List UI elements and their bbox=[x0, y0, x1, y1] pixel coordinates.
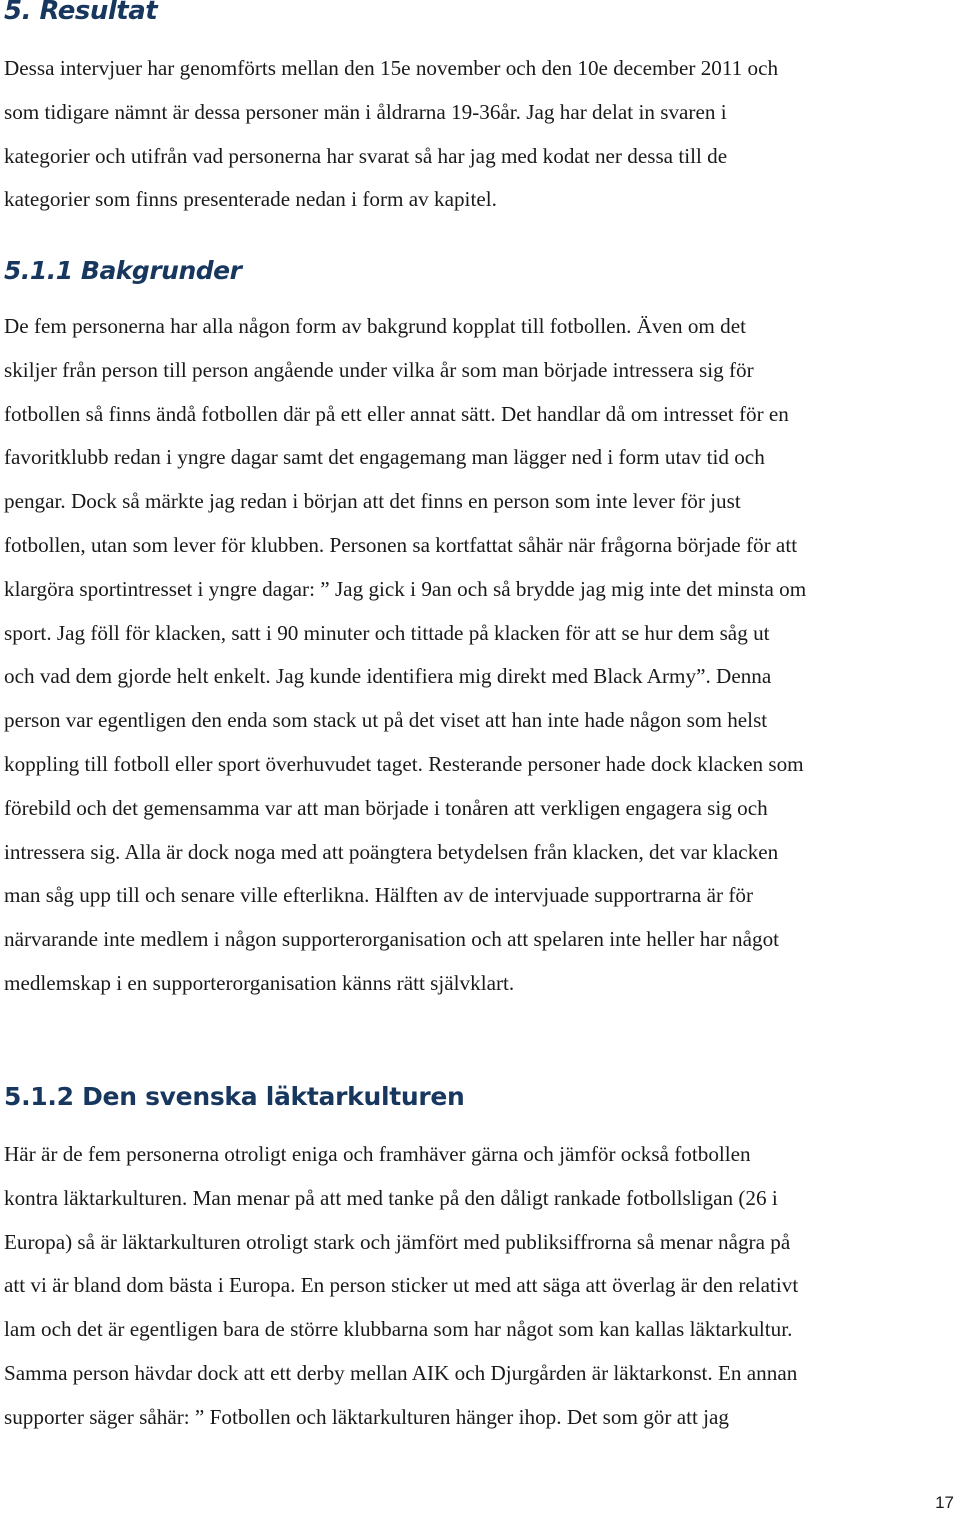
text-line: medlemskap i en supporterorganisation känns rätt självklart. bbox=[4, 970, 515, 995]
text-line: man såg upp till och senare ville efterlikna. Hälften av de intervjuade supportrarna är för bbox=[4, 883, 753, 908]
text-line: koppling till fotboll eller sport överhuvudet taget. Resterande personer hade dock klacken som bbox=[4, 751, 804, 776]
text-line: att vi är bland dom bästa i Europa. En person sticker ut med att säga att överlag är den relativt bbox=[4, 1273, 799, 1298]
section-heading: 5. Resultat bbox=[4, 0, 158, 26]
text-line: klargöra sportintresset i yngre dagar: ” Jag gick i 9an och så brydde jag mig inte det minsta om bbox=[4, 576, 807, 601]
text-line: närvarande inte medlem i någon supporterorganisation och att spelaren inte heller har något bbox=[4, 927, 780, 952]
text-line: kontra läktarkulturen. Man menar på att med tanke på den dåligt rankade fotbollsligan (26 i bbox=[4, 1185, 778, 1210]
text-line: som tidigare nämnt är dessa personer män i åldrarna 19-36år. Jag har delat in svaren i bbox=[4, 99, 727, 124]
text-line: Här är de fem personerna otroligt eniga och framhäver gärna och jämför också fotbollen bbox=[4, 1142, 751, 1166]
text-line: intressera sig. Alla är dock noga med att poängtera betydelsen från klacken, det var klacken bbox=[4, 839, 779, 864]
text-line: supporter säger såhär: ” Fotbollen och läktarkulturen hänger ihop. Det som gör att jag bbox=[4, 1404, 729, 1429]
laktarkulturen-paragraph bbox=[4, 1133, 960, 1440]
text-line: och vad dem gjorde helt enkelt. Jag kunde identifiera mig direkt med Black Army”. Denna bbox=[4, 664, 772, 689]
text-line: kategorier och utifrån vad personerna har svarat så har jag med kodat ner dessa till de bbox=[4, 143, 728, 168]
text-line: De fem personerna har alla någon form av bakgrund kopplat till fotbollen. Även om det bbox=[4, 314, 747, 338]
text-line: Europa) så är läktarkulturen otroligt stark och jämfört med publiksiffrorna så menar några på bbox=[4, 1229, 791, 1254]
text-line: fotbollen så finns ändå fotbollen där på ett eller annat sätt. Det handlar då om intresset för en bbox=[4, 401, 789, 426]
text-line: person var egentligen den enda som stack ut på det viset att han inte hade någon som helst bbox=[4, 708, 768, 733]
text-line: förebild och det gemensamma var att man började i tonåren att verkligen engagera sig och bbox=[4, 795, 768, 820]
subsection-heading-laktarkulturen: 5.1.2 Den svenska läktarkulturen bbox=[4, 1082, 465, 1111]
bakgrunder-paragraph bbox=[4, 305, 960, 1006]
text-line: pengar. Dock så märkte jag redan i början att det finns en person som inte lever för just bbox=[4, 489, 741, 514]
text-line: sport. Jag föll för klacken, satt i 90 minuter och tittade på klacken för att se hur dem såg ut bbox=[4, 620, 770, 645]
page-number: 17 bbox=[935, 1493, 954, 1512]
text-line: Dessa intervjuer har genomförts mellan den 15e november och den 10e december 2011 och bbox=[4, 56, 779, 80]
text-line: skiljer från person till person angående under vilka år som man började intressera sig för bbox=[4, 357, 754, 382]
text-line: fotbollen, utan som lever för klubben. Personen sa kortfattat såhär när frågorna började för att bbox=[4, 532, 798, 557]
text-line: lam och det är egentligen bara de större klubbarna som har något som kan kallas läktarkultur. bbox=[4, 1317, 793, 1342]
intro-paragraph bbox=[4, 47, 960, 222]
subsection-heading-bakgrunder: 5.1.1 Bakgrunder bbox=[4, 256, 242, 285]
text-line: Samma person hävdar dock att ett derby mellan AIK och Djurgården är läktarkonst. En annan bbox=[4, 1360, 798, 1385]
text-line: kategorier som finns presenterade nedan i form av kapitel. bbox=[4, 187, 497, 212]
text-line: favoritklubb redan i yngre dagar samt det engagemang man lägger ned i form utav tid och bbox=[4, 445, 765, 470]
